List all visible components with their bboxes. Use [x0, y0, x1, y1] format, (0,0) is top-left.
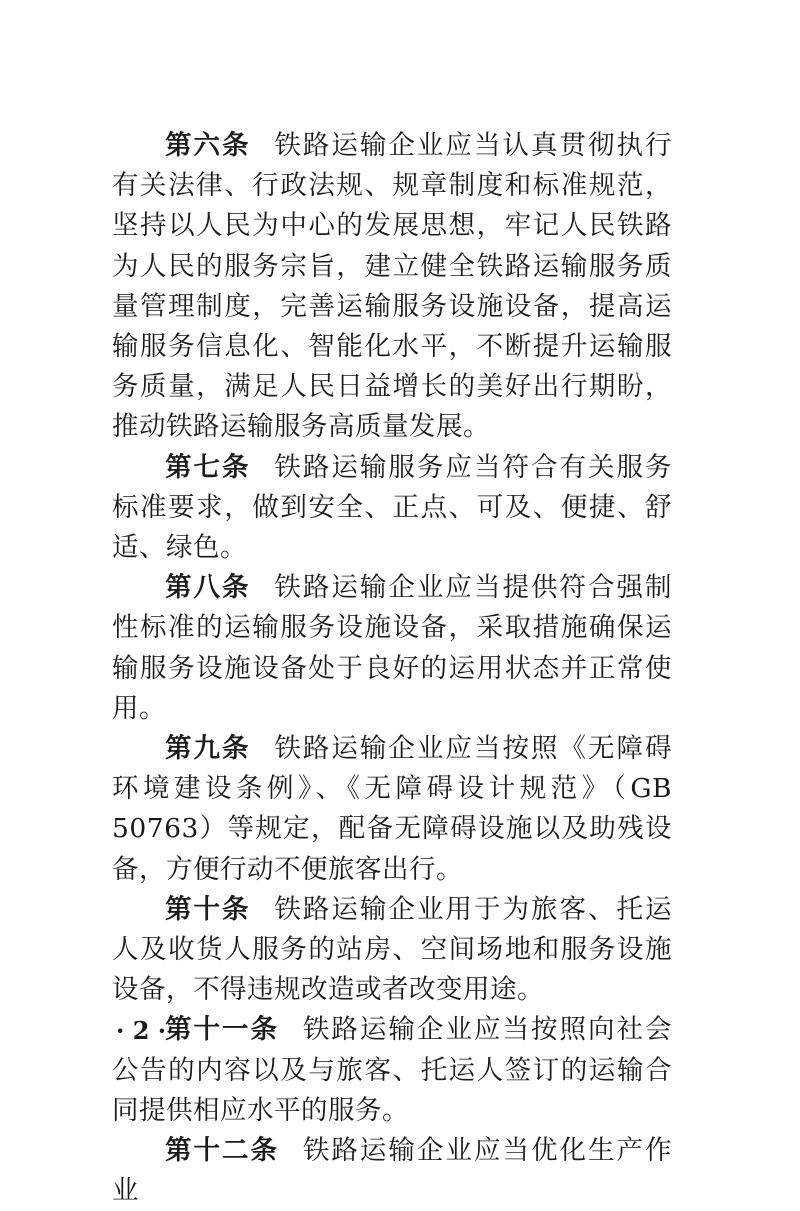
article-text: 铁路运输企业应当优化生产作业	[112, 1135, 673, 1207]
article-title: 第十条	[165, 893, 251, 925]
article-12	[112, 1131, 672, 1211]
article-8	[112, 568, 672, 729]
article-6	[112, 126, 672, 448]
article-7	[112, 448, 672, 569]
article-title: 第六条	[165, 130, 251, 161]
article-title: 第十二条	[165, 1135, 280, 1167]
article-10	[112, 890, 672, 1011]
article-9	[112, 729, 672, 890]
article-text: 铁路运输服务应当符合有关服务标准要求，做到安全、正点、可及、便捷、舒适、绿色。	[112, 451, 673, 564]
article-title: 第十一条	[165, 1014, 280, 1046]
article-text: 铁路运输企业应当认真贯彻执行有关法律、行政法规、规章制度和标准规范，坚持以人民为中心的发展思想，牢记人民铁路为人民的服务宗旨，建立健全铁路运输服务质量管理制度，完善运输服务设施设备，提高运输服务信息化、智能化水平，不断提升运输服务质量，满足人民日益增长的美好出行期盼，推动铁路运输服务高质量发展。	[112, 130, 673, 443]
article-title: 第九条	[165, 733, 251, 765]
page-number: · 2 ·	[116, 1016, 167, 1045]
article-11	[112, 1010, 672, 1131]
article-text: 铁路运输企业应当按照《无障碍环境建设条例》、《无障碍设计规范》（GB 50763）等规定，配备无障碍设施以及助残设备，方便行动不便旅客出行。	[112, 733, 673, 885]
article-text: 铁路运输企业用于为旅客、托运人及收货人服务的站房、空间场地和服务设施设备，不得违规改造或者改变用途。	[112, 893, 673, 1006]
article-title: 第八条	[165, 572, 251, 604]
regulation-body	[112, 126, 672, 1211]
article-text: 铁路运输企业应当按照向社会公告的内容以及与旅客、托运人签订的运输合同提供相应水平的服务。	[112, 1014, 673, 1126]
article-text: 铁路运输企业应当提供符合强制性标准的运输服务设施设备，采取措施确保运输服务设施设备处于良好的运用状态并正常使用。	[112, 572, 673, 724]
article-title: 第七条	[165, 451, 251, 483]
